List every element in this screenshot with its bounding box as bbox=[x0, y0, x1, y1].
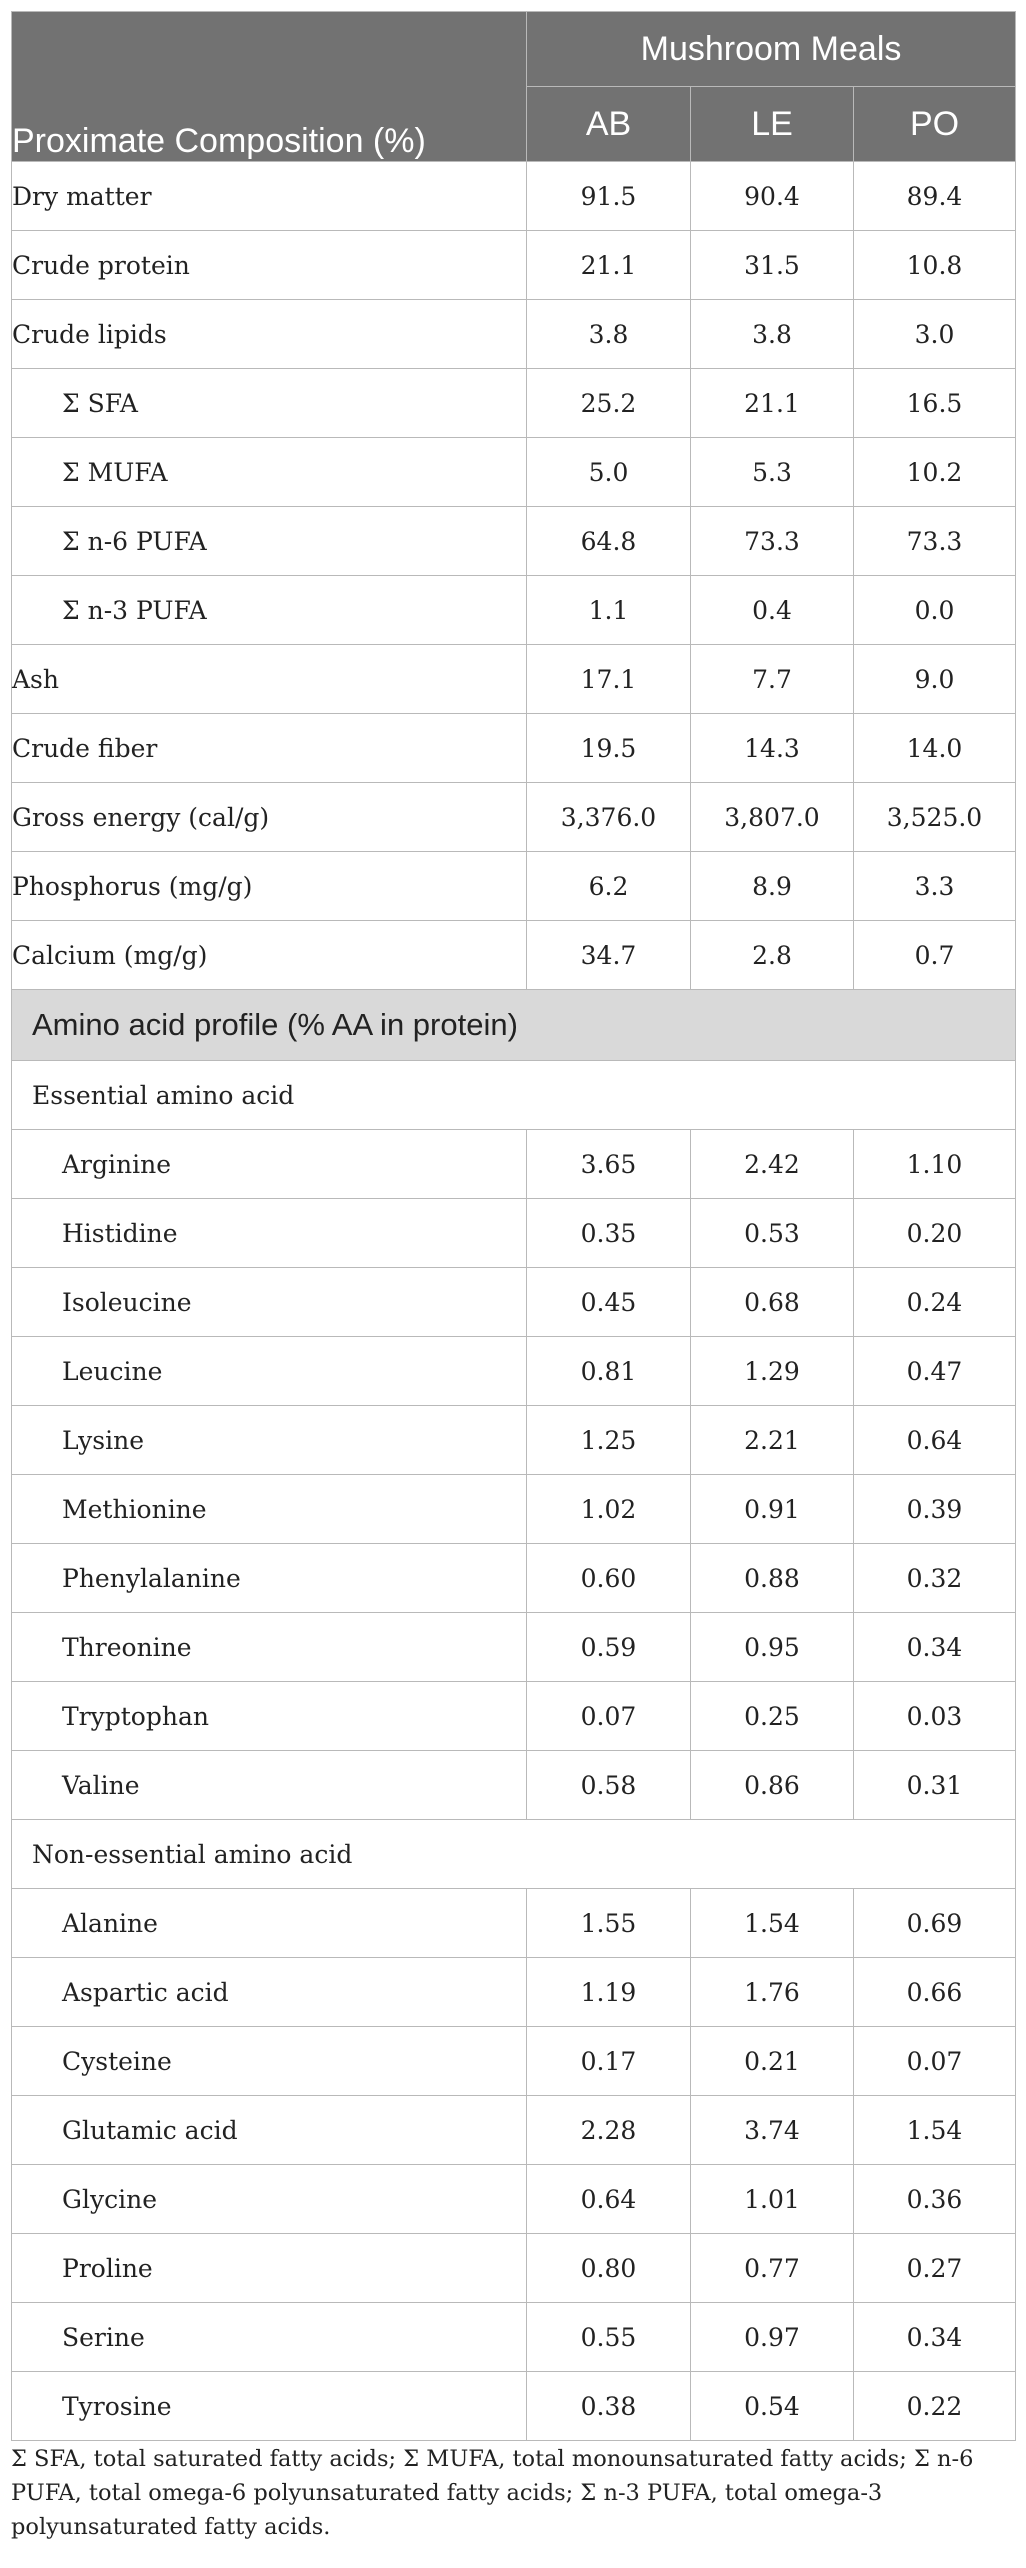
essential-subsection bbox=[12, 1061, 1016, 1130]
row-label: Σ MUFA bbox=[12, 438, 527, 507]
value-po: 0.36 bbox=[854, 2165, 1016, 2234]
proximate-row bbox=[12, 645, 1016, 714]
value-po: 0.22 bbox=[854, 2372, 1016, 2441]
proximate-row bbox=[12, 162, 1016, 231]
value-le: 1.76 bbox=[691, 1958, 854, 2027]
value-le: 2.21 bbox=[691, 1406, 854, 1475]
value-le: 8.9 bbox=[691, 852, 854, 921]
value-le: 21.1 bbox=[691, 369, 854, 438]
value-po: 0.03 bbox=[854, 1682, 1016, 1751]
value-po: 0.7 bbox=[854, 921, 1016, 990]
row-label: Threonine bbox=[12, 1613, 527, 1682]
proximate-row bbox=[12, 369, 1016, 438]
value-ab: 91.5 bbox=[527, 162, 691, 231]
value-ab: 34.7 bbox=[527, 921, 691, 990]
value-ab: 2.28 bbox=[527, 2096, 691, 2165]
value-ab: 0.38 bbox=[527, 2372, 691, 2441]
value-po: 14.0 bbox=[854, 714, 1016, 783]
row-label: Valine bbox=[12, 1751, 527, 1820]
value-ab: 17.1 bbox=[527, 645, 691, 714]
value-ab: 0.59 bbox=[527, 1613, 691, 1682]
amino-acid-row bbox=[12, 2303, 1016, 2372]
value-le: 0.25 bbox=[691, 1682, 854, 1751]
value-po: 0.31 bbox=[854, 1751, 1016, 1820]
row-label: Isoleucine bbox=[12, 1268, 527, 1337]
value-le: 0.97 bbox=[691, 2303, 854, 2372]
row-header-label: Proximate Composition (%) bbox=[12, 12, 527, 162]
row-label: Aspartic acid bbox=[12, 1958, 527, 2027]
value-ab: 1.25 bbox=[527, 1406, 691, 1475]
value-po: 0.39 bbox=[854, 1475, 1016, 1544]
proximate-row bbox=[12, 231, 1016, 300]
value-po: 0.66 bbox=[854, 1958, 1016, 2027]
proximate-row bbox=[12, 576, 1016, 645]
row-label: Serine bbox=[12, 2303, 527, 2372]
value-le: 73.3 bbox=[691, 507, 854, 576]
row-label: Ash bbox=[12, 645, 527, 714]
value-le: 3.74 bbox=[691, 2096, 854, 2165]
value-po: 3.3 bbox=[854, 852, 1016, 921]
proximate-row bbox=[12, 507, 1016, 576]
amino-acid-row bbox=[12, 1613, 1016, 1682]
proximate-row bbox=[12, 921, 1016, 990]
amino-acid-row bbox=[12, 1889, 1016, 1958]
value-po: 3.0 bbox=[854, 300, 1016, 369]
value-ab: 25.2 bbox=[527, 369, 691, 438]
value-le: 2.8 bbox=[691, 921, 854, 990]
value-po: 0.27 bbox=[854, 2234, 1016, 2303]
row-label: Σ n-3 PUFA bbox=[12, 576, 527, 645]
value-le: 1.29 bbox=[691, 1337, 854, 1406]
header-row bbox=[12, 12, 1016, 87]
value-le: 90.4 bbox=[691, 162, 854, 231]
value-le: 0.86 bbox=[691, 1751, 854, 1820]
value-le: 0.91 bbox=[691, 1475, 854, 1544]
row-label: Histidine bbox=[12, 1199, 527, 1268]
value-ab: 5.0 bbox=[527, 438, 691, 507]
value-ab: 21.1 bbox=[527, 231, 691, 300]
amino-acid-row bbox=[12, 2096, 1016, 2165]
proximate-row bbox=[12, 783, 1016, 852]
amino-acid-row bbox=[12, 1682, 1016, 1751]
value-ab: 0.17 bbox=[527, 2027, 691, 2096]
value-po: 0.47 bbox=[854, 1337, 1016, 1406]
value-po: 73.3 bbox=[854, 507, 1016, 576]
value-ab: 0.60 bbox=[527, 1544, 691, 1613]
composition-table bbox=[11, 11, 1016, 2441]
amino-acid-row bbox=[12, 1406, 1016, 1475]
value-le: 2.42 bbox=[691, 1130, 854, 1199]
value-ab: 0.55 bbox=[527, 2303, 691, 2372]
value-po: 0.34 bbox=[854, 2303, 1016, 2372]
row-label: Phosphorus (mg/g) bbox=[12, 852, 527, 921]
value-le: 1.01 bbox=[691, 2165, 854, 2234]
value-ab: 0.64 bbox=[527, 2165, 691, 2234]
proximate-row bbox=[12, 852, 1016, 921]
amino-section-row bbox=[12, 990, 1016, 1061]
value-po: 0.07 bbox=[854, 2027, 1016, 2096]
amino-acid-row bbox=[12, 2234, 1016, 2303]
value-ab: 1.19 bbox=[527, 1958, 691, 2027]
value-le: 0.88 bbox=[691, 1544, 854, 1613]
row-label: Σ SFA bbox=[12, 369, 527, 438]
value-po: 0.34 bbox=[854, 1613, 1016, 1682]
column-header-po: PO bbox=[854, 87, 1016, 162]
group-header-label: Mushroom Meals bbox=[527, 12, 1016, 87]
amino-acid-row bbox=[12, 1544, 1016, 1613]
value-le: 5.3 bbox=[691, 438, 854, 507]
value-le: 0.4 bbox=[691, 576, 854, 645]
amino-acid-row bbox=[12, 2165, 1016, 2234]
value-po: 89.4 bbox=[854, 162, 1016, 231]
value-po: 0.20 bbox=[854, 1199, 1016, 1268]
value-po: 3,525.0 bbox=[854, 783, 1016, 852]
value-ab: 0.80 bbox=[527, 2234, 691, 2303]
value-ab: 3.8 bbox=[527, 300, 691, 369]
row-label: Phenylalanine bbox=[12, 1544, 527, 1613]
value-ab: 0.07 bbox=[527, 1682, 691, 1751]
amino-acid-row bbox=[12, 1337, 1016, 1406]
value-po: 1.54 bbox=[854, 2096, 1016, 2165]
value-le: 14.3 bbox=[691, 714, 854, 783]
value-po: 0.64 bbox=[854, 1406, 1016, 1475]
table-footnote: Σ SFA, total saturated fatty acids; Σ MUFA, total monounsaturated fatty acids; Σ n-6 PUFA, total omega-6 polyunsaturated fatty acids; Σ n-3 PUFA, total omega-3 polyunsaturated fatty acids. bbox=[11, 2446, 974, 2540]
value-po: 1.10 bbox=[854, 1130, 1016, 1199]
row-label: Cysteine bbox=[12, 2027, 527, 2096]
value-ab: 0.45 bbox=[527, 1268, 691, 1337]
value-po: 0.0 bbox=[854, 576, 1016, 645]
value-ab: 1.1 bbox=[527, 576, 691, 645]
value-le: 0.54 bbox=[691, 2372, 854, 2441]
row-label: Calcium (mg/g) bbox=[12, 921, 527, 990]
row-label: Alanine bbox=[12, 1889, 527, 1958]
value-po: 0.32 bbox=[854, 1544, 1016, 1613]
proximate-row bbox=[12, 438, 1016, 507]
value-le: 3.8 bbox=[691, 300, 854, 369]
row-label: Leucine bbox=[12, 1337, 527, 1406]
row-label: Tyrosine bbox=[12, 2372, 527, 2441]
row-label: Methionine bbox=[12, 1475, 527, 1544]
value-ab: 1.55 bbox=[527, 1889, 691, 1958]
row-label: Dry matter bbox=[12, 162, 527, 231]
value-le: 0.77 bbox=[691, 2234, 854, 2303]
value-po: 10.2 bbox=[854, 438, 1016, 507]
amino-acid-row bbox=[12, 1268, 1016, 1337]
value-ab: 1.02 bbox=[527, 1475, 691, 1544]
row-label: Crude fiber bbox=[12, 714, 527, 783]
value-ab: 0.81 bbox=[527, 1337, 691, 1406]
nonessential-subsection-title: Non-essential amino acid bbox=[12, 1820, 1016, 1889]
value-le: 0.95 bbox=[691, 1613, 854, 1682]
row-label: Glutamic acid bbox=[12, 2096, 527, 2165]
column-header-ab: AB bbox=[527, 87, 691, 162]
value-le: 7.7 bbox=[691, 645, 854, 714]
value-ab: 3,376.0 bbox=[527, 783, 691, 852]
row-label: Arginine bbox=[12, 1130, 527, 1199]
amino-acid-row bbox=[12, 1751, 1016, 1820]
value-ab: 6.2 bbox=[527, 852, 691, 921]
essential-subsection-title: Essential amino acid bbox=[12, 1061, 1016, 1130]
amino-section-title: Amino acid profile (% AA in protein) bbox=[12, 990, 1016, 1061]
value-ab: 19.5 bbox=[527, 714, 691, 783]
value-le: 0.68 bbox=[691, 1268, 854, 1337]
nonessential-subsection bbox=[12, 1820, 1016, 1889]
row-label: Crude lipids bbox=[12, 300, 527, 369]
row-label: Gross energy (cal/g) bbox=[12, 783, 527, 852]
amino-acid-row bbox=[12, 2372, 1016, 2441]
value-le: 1.54 bbox=[691, 1889, 854, 1958]
value-po: 0.24 bbox=[854, 1268, 1016, 1337]
row-label: Σ n-6 PUFA bbox=[12, 507, 527, 576]
value-le: 0.53 bbox=[691, 1199, 854, 1268]
amino-acid-row bbox=[12, 1475, 1016, 1544]
value-ab: 0.35 bbox=[527, 1199, 691, 1268]
amino-acid-row bbox=[12, 1130, 1016, 1199]
amino-acid-row bbox=[12, 1958, 1016, 2027]
value-ab: 3.65 bbox=[527, 1130, 691, 1199]
row-label: Crude protein bbox=[12, 231, 527, 300]
value-po: 10.8 bbox=[854, 231, 1016, 300]
value-po: 16.5 bbox=[854, 369, 1016, 438]
value-po: 9.0 bbox=[854, 645, 1016, 714]
value-po: 0.69 bbox=[854, 1889, 1016, 1958]
row-label: Tryptophan bbox=[12, 1682, 527, 1751]
proximate-row bbox=[12, 714, 1016, 783]
value-ab: 0.58 bbox=[527, 1751, 691, 1820]
value-ab: 64.8 bbox=[527, 507, 691, 576]
value-le: 0.21 bbox=[691, 2027, 854, 2096]
row-label: Proline bbox=[12, 2234, 527, 2303]
value-le: 31.5 bbox=[691, 231, 854, 300]
value-le: 3,807.0 bbox=[691, 783, 854, 852]
row-label: Lysine bbox=[12, 1406, 527, 1475]
amino-acid-row bbox=[12, 2027, 1016, 2096]
proximate-row bbox=[12, 300, 1016, 369]
column-header-le: LE bbox=[691, 87, 854, 162]
amino-acid-row bbox=[12, 1199, 1016, 1268]
row-label: Glycine bbox=[12, 2165, 527, 2234]
